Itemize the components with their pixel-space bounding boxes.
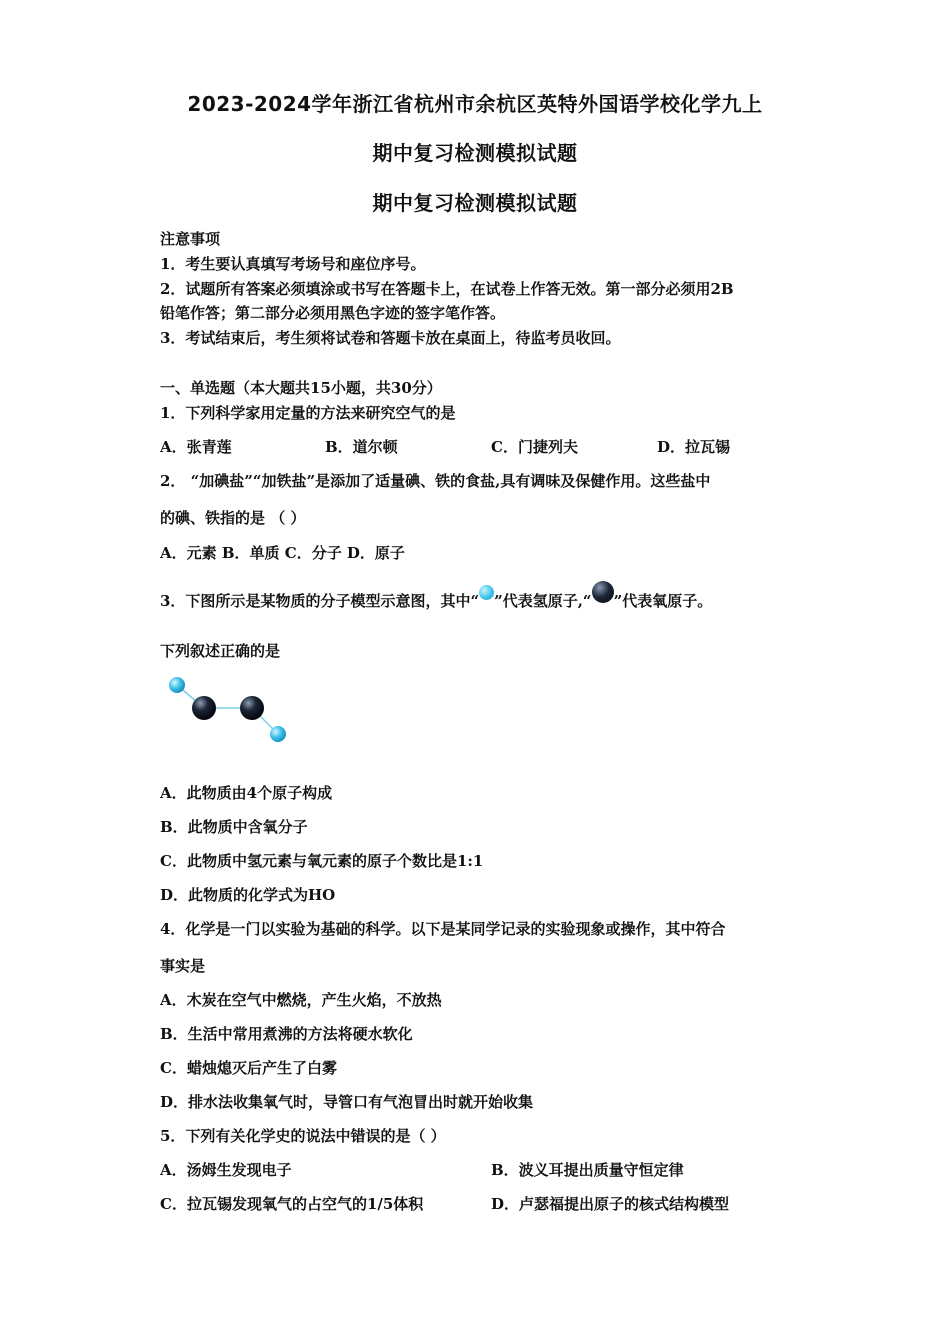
q4-option-b: B．生活中常用煮沸的方法将硬水软化: [160, 1025, 413, 1043]
hydrogen-atom-left: [169, 677, 185, 693]
q2-options: A．元素 B．单质 C．分子 D．原子: [160, 544, 405, 562]
exam-title-line1: 2023-2024学年浙江省杭州市余杭区英特外国语学校化学九上: [187, 92, 763, 116]
q4-option-d: D．排水法收集氧气时，导管口有气泡冒出时就开始收集: [160, 1093, 534, 1111]
q3-stem-a: [160, 590, 712, 613]
q5-option-d: D．卢瑟福提出原子的核式结构模型: [491, 1195, 730, 1213]
section-heading: 一、单选题（本大题共15小题，共30分）: [160, 379, 442, 397]
q3-option-b: B．此物质中含氧分子: [160, 818, 308, 836]
q2-stem-a: 2． “加碘盐”“加铁盐”是添加了适量碘、铁的食盐,具有调味及保健作用。这些盐中: [160, 472, 711, 490]
exam-title-line2: 期中复习检测模拟试题: [372, 141, 578, 165]
notice-heading: 注意事项: [160, 230, 221, 248]
q3-option-d: D．此物质的化学式为HO: [160, 886, 336, 904]
q5-option-c: C．拉瓦锡发现氧气的占空气的1/5体积: [160, 1195, 424, 1213]
q3-stem-part1: 3．下图所示是某物质的分子模型示意图，其中“: [160, 592, 480, 610]
oxygen-atom-right: [240, 696, 264, 720]
q1-stem: 1．下列科学家用定量的方法来研究空气的是: [160, 404, 456, 422]
molecule-model-diagram: [160, 670, 300, 750]
q1-option-b: B．道尔顿: [325, 438, 398, 456]
q3-option-a: A．此物质由4个原子构成: [160, 784, 333, 802]
q4-option-c: C．蜡烛熄灭后产生了白雾: [160, 1059, 337, 1077]
notice-item-2a: 2．试题所有答案必须填涂或书写在答题卡上，在试卷上作答无效。第一部分必须用2B: [160, 280, 734, 298]
q3-stem-b: 下列叙述正确的是: [160, 642, 281, 660]
q3-stem-part3: ”代表氧原子。: [613, 592, 713, 610]
notice-item-1: 1．考生要认真填写考场号和座位序号。: [160, 255, 426, 273]
q1-option-d: D．拉瓦锡: [657, 438, 731, 456]
oxygen-atom-left: [192, 696, 216, 720]
q4-option-a: A．木炭在空气中燃烧，产生火焰，不放热: [160, 991, 442, 1009]
q5-option-a: A．汤姆生发现电子: [160, 1161, 292, 1179]
notice-item-2b: 铅笔作答；第二部分必须用黑色字迹的签字笔作答。: [160, 304, 506, 322]
q2-stem-b: 的碘、铁指的是 （ ）: [160, 509, 306, 527]
q1-option-c: C．门捷列夫: [491, 438, 578, 456]
notice-item-3: 3．考试结束后，考生须将试卷和答题卡放在桌面上，待监考员收回。: [160, 329, 621, 347]
q1-option-a: A．张青莲: [160, 438, 232, 456]
q5-stem: 5．下列有关化学史的说法中错误的是（ ）: [160, 1127, 446, 1145]
q3-option-c: C．此物质中氢元素与氧元素的原子个数比是1:1: [160, 852, 484, 870]
hydrogen-atom-right: [270, 726, 286, 742]
hydrogen-atom-icon: [479, 585, 494, 600]
q3-stem-part2: ”代表氢原子,“: [494, 592, 592, 610]
exam-title-line3: 期中复习检测模拟试题: [372, 191, 578, 215]
q4-stem-a: 4．化学是一门以实验为基础的科学。以下是某同学记录的实验现象或操作，其中符合: [160, 920, 726, 938]
oxygen-atom-icon: [592, 581, 614, 603]
q5-option-b: B．波义耳提出质量守恒定律: [491, 1161, 684, 1179]
q4-stem-b: 事实是: [160, 957, 206, 975]
